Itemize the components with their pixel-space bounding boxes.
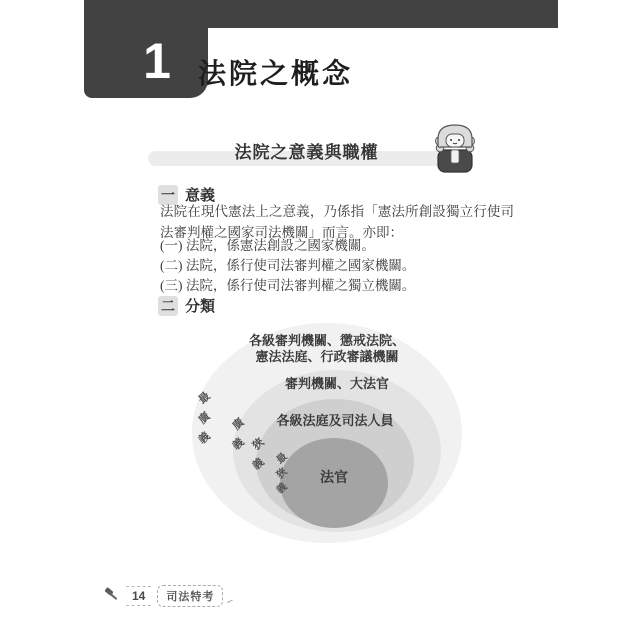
diagram-label-line: 憲法法庭、行政審議機關 — [255, 349, 399, 364]
diagram-label-broad: 審判機關、大法官 — [284, 376, 389, 391]
diagram-label-line: 各級審判機關、懲戒法院、 — [248, 333, 405, 348]
heading-classification-number: 二 — [158, 296, 178, 316]
meaning-item: (二) 法院，係行使司法審判權之國家機關。 — [160, 258, 416, 273]
gavel-icon — [102, 587, 120, 605]
chapter-number-box — [84, 0, 208, 98]
chapter-number: 1 — [143, 33, 171, 89]
diagram-scope-broad: 廣 義 — [230, 416, 247, 453]
diagram-scope-narrow: 狹 義 — [250, 436, 267, 473]
meaning-item: (一) 法院，係憲法創設之國家機關。 — [160, 238, 375, 253]
page-footer — [102, 585, 232, 607]
diagram-label-broadest — [192, 333, 462, 365]
section-banner-title: 法院之意義與職權 — [234, 143, 379, 162]
diagram-scope-narrowest: 最 狹 義 — [274, 451, 290, 497]
diagram-label-narrowest: 法官 — [320, 469, 348, 485]
meaning-item: (三) 法院，係行使司法審判權之獨立機關。 — [160, 278, 416, 293]
book-series-label: 司法特考 — [157, 585, 223, 607]
heading-meaning-number: 一 — [158, 185, 178, 205]
chapter-top-bar — [190, 0, 558, 28]
footer-tick-mark — [226, 595, 234, 602]
heading-classification — [158, 295, 215, 316]
meaning-intro-paragraph: 法院在現代憲法上之意義，乃係指「憲法所創設獨立行使司法審判權之國家司法機關」而言。亦即： — [160, 204, 514, 240]
heading-meaning-label: 意義 — [185, 187, 216, 204]
diagram-label-narrow: 各級法庭及司法人員 — [276, 413, 394, 428]
judge-mascot-icon — [431, 121, 479, 173]
page-number: 14 — [126, 586, 151, 606]
heading-classification-label: 分類 — [185, 298, 216, 315]
meaning-item-list — [160, 236, 530, 296]
diagram-scope-broadest: 最 廣 義 — [196, 390, 213, 447]
chapter-title: 法院之概念 — [198, 59, 354, 90]
